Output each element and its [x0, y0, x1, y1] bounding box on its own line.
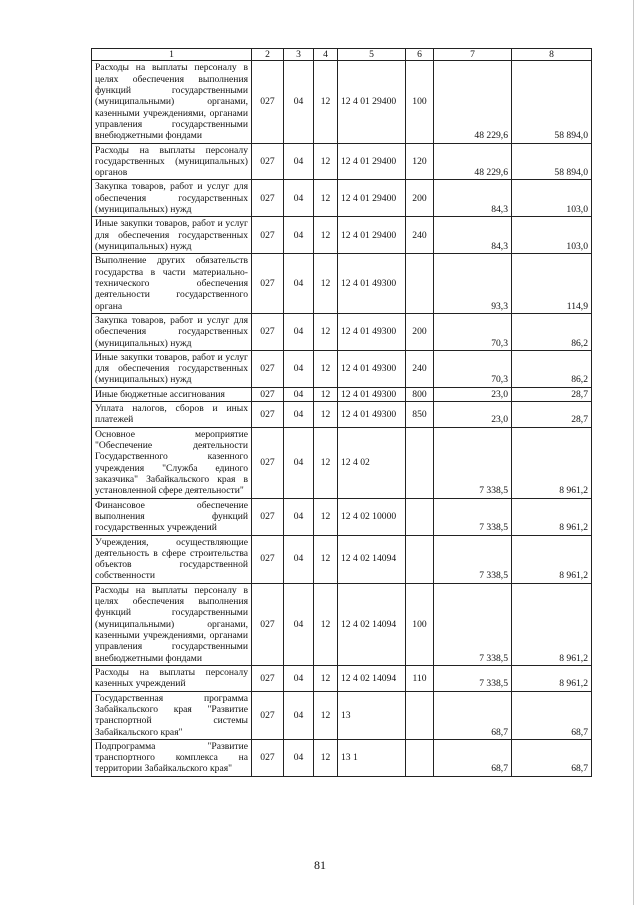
cell-csr: 12 4 01 29400 — [338, 61, 406, 143]
cell-sum2: 8 961,2 — [512, 665, 592, 691]
cell-sum1: 70,3 — [434, 313, 512, 350]
cell-sum1: 7 338,5 — [434, 535, 512, 583]
cell-ved: 027 — [252, 535, 284, 583]
cell-pr: 12 — [314, 739, 338, 776]
page-number: 81 — [314, 858, 326, 872]
cell-name: Уплата налогов, сборов и иных платежей — [92, 402, 252, 428]
table-row — [92, 61, 592, 143]
cell-name: Закупка товаров, работ и услуг для обеспечения государственных (муниципальных) нужд — [92, 180, 252, 217]
cell-vr: 100 — [406, 61, 434, 143]
cell-pr: 12 — [314, 350, 338, 387]
cell-pr: 12 — [314, 143, 338, 180]
cell-ved: 027 — [252, 61, 284, 143]
cell-pr: 12 — [314, 402, 338, 428]
cell-ved: 027 — [252, 402, 284, 428]
cell-ved: 027 — [252, 143, 284, 180]
table-row — [92, 402, 592, 428]
cell-sum1: 23,0 — [434, 402, 512, 428]
cell-pr: 12 — [314, 665, 338, 691]
cell-sum2: 8 961,2 — [512, 535, 592, 583]
cell-sum2: 86,2 — [512, 313, 592, 350]
cell-rz: 04 — [284, 427, 314, 498]
cell-sum1: 48 229,6 — [434, 61, 512, 143]
cell-vr: 200 — [406, 313, 434, 350]
cell-sum1: 7 338,5 — [434, 498, 512, 535]
cell-csr: 12 4 01 49300 — [338, 350, 406, 387]
cell-vr: 240 — [406, 217, 434, 254]
cell-name: Выполнение других обязательств государства в части материально-технического обеспечения деятельности государственного органа — [92, 254, 252, 314]
table-row — [92, 254, 592, 314]
cell-rz: 04 — [284, 254, 314, 314]
table-row — [92, 739, 592, 776]
cell-vr: 240 — [406, 350, 434, 387]
col-header: 5 — [338, 49, 406, 61]
table-body — [92, 61, 592, 776]
cell-name: Иные закупки товаров, работ и услуг для обеспечения государственных (муниципальных) нужд — [92, 217, 252, 254]
col-header: 3 — [284, 49, 314, 61]
cell-sum2: 28,7 — [512, 402, 592, 428]
table-row — [92, 583, 592, 665]
cell-sum2: 58 894,0 — [512, 61, 592, 143]
cell-sum2: 103,0 — [512, 217, 592, 254]
cell-pr: 12 — [314, 387, 338, 401]
cell-vr: 850 — [406, 402, 434, 428]
cell-sum1: 70,3 — [434, 350, 512, 387]
table-row — [92, 665, 592, 691]
cell-pr: 12 — [314, 180, 338, 217]
cell-sum1: 7 338,5 — [434, 665, 512, 691]
cell-pr: 12 — [314, 535, 338, 583]
cell-rz: 04 — [284, 691, 314, 739]
cell-csr: 12 4 02 10000 — [338, 498, 406, 535]
table-row — [92, 313, 592, 350]
col-header: 4 — [314, 49, 338, 61]
cell-pr: 12 — [314, 583, 338, 665]
cell-sum2: 28,7 — [512, 387, 592, 401]
cell-sum2: 86,2 — [512, 350, 592, 387]
table-row — [92, 217, 592, 254]
cell-sum2: 114,9 — [512, 254, 592, 314]
cell-name: Закупка товаров, работ и услуг для обеспечения государственных (муниципальных) нужд — [92, 313, 252, 350]
cell-csr: 12 4 02 14094 — [338, 583, 406, 665]
cell-pr: 12 — [314, 254, 338, 314]
table-row — [92, 180, 592, 217]
cell-csr: 12 4 02 14094 — [338, 665, 406, 691]
cell-rz: 04 — [284, 498, 314, 535]
cell-sum1: 84,3 — [434, 180, 512, 217]
table-row — [92, 498, 592, 535]
cell-sum2: 68,7 — [512, 739, 592, 776]
cell-sum1: 68,7 — [434, 691, 512, 739]
cell-ved: 027 — [252, 583, 284, 665]
cell-sum2: 8 961,2 — [512, 583, 592, 665]
cell-csr: 13 — [338, 691, 406, 739]
col-header: 1 — [92, 49, 252, 61]
cell-name: Основное мероприятие "Обеспечение деятельности Государственного казенного учреждения "Служба единого заказчика" Забайкальского края в установленной сфере деятельности" — [92, 427, 252, 498]
cell-vr — [406, 254, 434, 314]
col-header: 2 — [252, 49, 284, 61]
cell-vr: 800 — [406, 387, 434, 401]
header-row — [92, 49, 592, 61]
table-row — [92, 143, 592, 180]
cell-pr: 12 — [314, 313, 338, 350]
cell-name: Учреждения, осуществляющие деятельность в сфере строительства объектов государственной собственности — [92, 535, 252, 583]
table-row — [92, 691, 592, 739]
cell-sum1: 93,3 — [434, 254, 512, 314]
cell-rz: 04 — [284, 350, 314, 387]
table-row — [92, 387, 592, 401]
cell-name: Финансовое обеспечение выполнения функций государственных учреждений — [92, 498, 252, 535]
cell-rz: 04 — [284, 402, 314, 428]
budget-table — [91, 48, 592, 777]
cell-rz: 04 — [284, 739, 314, 776]
cell-name: Расходы на выплаты персоналу в целях обеспечения выполнения функций государственными (муниципальными) органами, казенными учреждениями, органами управления государственными внебюджетными фондами — [92, 583, 252, 665]
cell-name: Подпрограмма "Развитие транспортного комплекса на территории Забайкальского края" — [92, 739, 252, 776]
cell-vr: 200 — [406, 180, 434, 217]
cell-ved: 027 — [252, 217, 284, 254]
cell-pr: 12 — [314, 61, 338, 143]
cell-ved: 027 — [252, 387, 284, 401]
cell-ved: 027 — [252, 739, 284, 776]
table-row — [92, 535, 592, 583]
cell-sum2: 8 961,2 — [512, 498, 592, 535]
cell-sum2: 58 894,0 — [512, 143, 592, 180]
cell-ved: 027 — [252, 313, 284, 350]
cell-csr: 12 4 02 14094 — [338, 535, 406, 583]
cell-vr: 100 — [406, 583, 434, 665]
cell-csr: 12 4 01 49300 — [338, 402, 406, 428]
cell-sum2: 8 961,2 — [512, 427, 592, 498]
cell-csr: 12 4 01 49300 — [338, 313, 406, 350]
cell-vr — [406, 739, 434, 776]
cell-ved: 027 — [252, 691, 284, 739]
cell-sum2: 103,0 — [512, 180, 592, 217]
cell-sum1: 7 338,5 — [434, 583, 512, 665]
cell-sum1: 23,0 — [434, 387, 512, 401]
col-header: 7 — [434, 49, 512, 61]
cell-name: Государственная программа Забайкальского края "Развитие транспортной системы Забайкальского края" — [92, 691, 252, 739]
cell-vr — [406, 535, 434, 583]
cell-rz: 04 — [284, 535, 314, 583]
cell-pr: 12 — [314, 691, 338, 739]
cell-name: Расходы на выплаты персоналу казенных учреждений — [92, 665, 252, 691]
page-edge — [633, 0, 634, 905]
col-header: 6 — [406, 49, 434, 61]
col-header: 8 — [512, 49, 592, 61]
cell-csr: 13 1 — [338, 739, 406, 776]
cell-vr: 110 — [406, 665, 434, 691]
cell-csr: 12 4 01 29400 — [338, 217, 406, 254]
cell-csr: 12 4 01 49300 — [338, 387, 406, 401]
table-row — [92, 350, 592, 387]
cell-rz: 04 — [284, 180, 314, 217]
cell-csr: 12 4 01 49300 — [338, 254, 406, 314]
table-row — [92, 427, 592, 498]
cell-rz: 04 — [284, 313, 314, 350]
cell-ved: 027 — [252, 498, 284, 535]
cell-rz: 04 — [284, 143, 314, 180]
cell-rz: 04 — [284, 217, 314, 254]
cell-csr: 12 4 02 — [338, 427, 406, 498]
cell-name: Расходы на выплаты персоналу в целях обеспечения выполнения функций государственными (муниципальными) органами, казенными учреждениями, органами управления государственными внебюджетными фондами — [92, 61, 252, 143]
cell-ved: 027 — [252, 254, 284, 314]
cell-sum1: 48 229,6 — [434, 143, 512, 180]
cell-vr — [406, 427, 434, 498]
cell-csr: 12 4 01 29400 — [338, 143, 406, 180]
cell-ved: 027 — [252, 350, 284, 387]
cell-vr — [406, 691, 434, 739]
cell-name: Иные закупки товаров, работ и услуг для обеспечения государственных (муниципальных) нужд — [92, 350, 252, 387]
cell-name: Расходы на выплаты персоналу государственных (муниципальных) органов — [92, 143, 252, 180]
cell-name: Иные бюджетные ассигнования — [92, 387, 252, 401]
cell-rz: 04 — [284, 665, 314, 691]
cell-ved: 027 — [252, 180, 284, 217]
cell-sum1: 84,3 — [434, 217, 512, 254]
cell-sum1: 68,7 — [434, 739, 512, 776]
cell-pr: 12 — [314, 217, 338, 254]
cell-pr: 12 — [314, 498, 338, 535]
cell-csr: 12 4 01 29400 — [338, 180, 406, 217]
cell-ved: 027 — [252, 665, 284, 691]
cell-rz: 04 — [284, 387, 314, 401]
cell-sum2: 68,7 — [512, 691, 592, 739]
cell-vr: 120 — [406, 143, 434, 180]
cell-rz: 04 — [284, 583, 314, 665]
cell-pr: 12 — [314, 427, 338, 498]
cell-ved: 027 — [252, 427, 284, 498]
cell-rz: 04 — [284, 61, 314, 143]
cell-sum1: 7 338,5 — [434, 427, 512, 498]
cell-vr — [406, 498, 434, 535]
